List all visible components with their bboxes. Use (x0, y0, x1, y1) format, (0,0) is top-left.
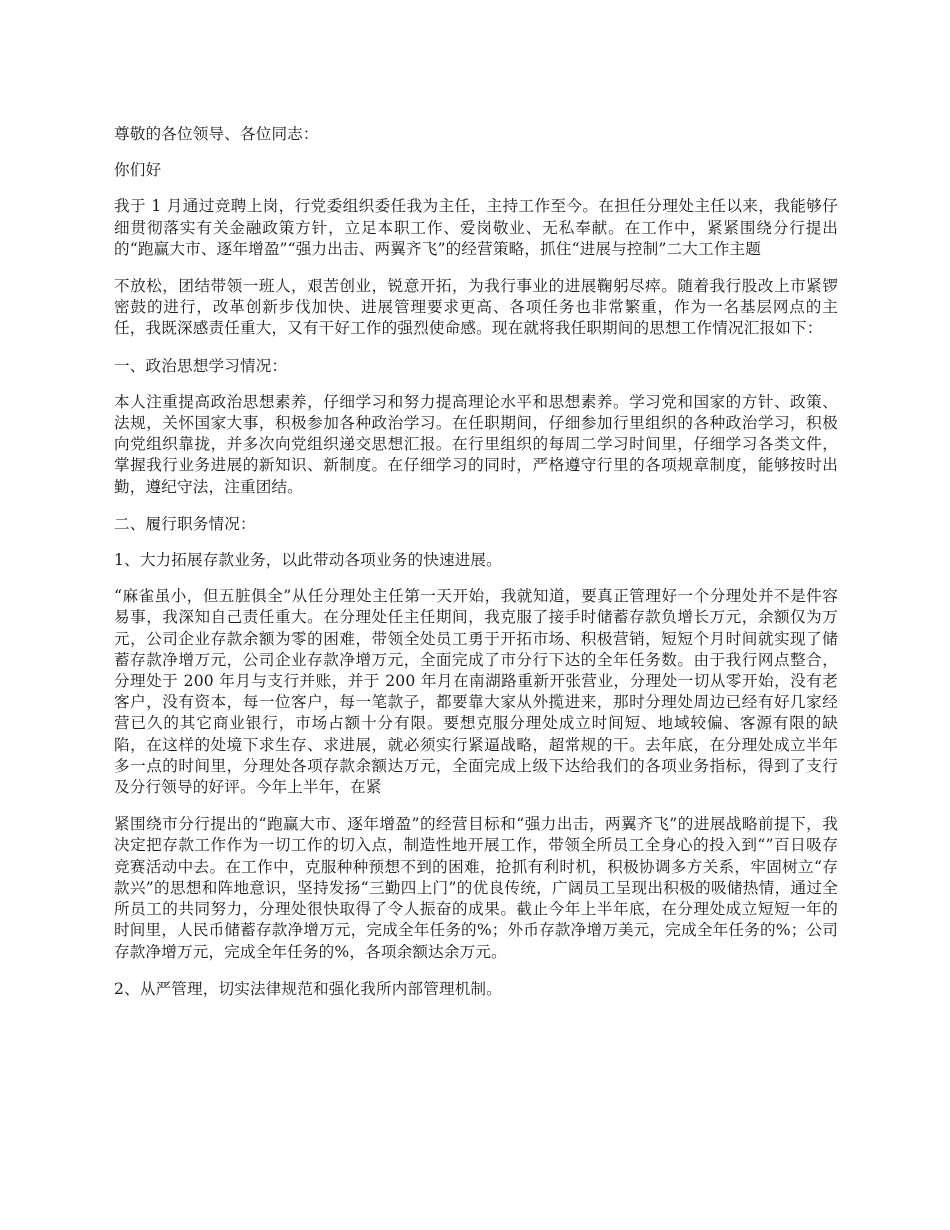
body-paragraph-deposit-results: 紧围绕市分行提出的“跑赢大市、逐年增盈”的经营目标和“强力出击，两翼齐飞”的进展战略前提下，我决定把存款工作作为一切工作的切入点，制造性地开展工作，带领全所员工全身心的投入到“”百日吸存竞赛活动中去。在工作中，克服种种预想不到的困难，抢抓有利时机，积极协调多方关系，牢固树立“存款兴”的思想和阵地意识，坚持发扬“三勤四上门”的优良传统，广阔员工呈现出积极的吸储热情，通过全所员工的共同努力，分理处很快取得了令人振奋的成果。截止今年上半年底，在分理处成立短短一年的时间里，人民币储蓄存款净增万元，完成全年任务的%；外币存款净增万美元，完成全年任务的%；公司存款净增万元，完成全年任务的%，各项余额达余万元。 (114, 815, 838, 961)
section-heading-political-study: 一、政治思想学习情况： (114, 356, 288, 375)
body-paragraph-intro: 我于 1 月通过竞聘上岗，行党委组织委任我为主任，主持工作至今。在担任分理处主任以来，我能够仔细贯彻落实有关金融政策方针，立足本职工作、爱岗敬业、无私奉献。在工作中，紧紧围绕分行提出的“跑赢大市、逐年增盈”“强力出击、两翼齐飞”的经营策略，抓住“进展与控制”二大工作主题 (114, 197, 838, 258)
body-paragraph-political-study: 本人注重提高政治思想素养，仔细学习和努力提高理论水平和思想素养。学习党和国家的方针、政策、法规，关怀国家大事，积极参加各种政治学习。在任职期间，仔细参加行里组织的各种政治学习，积极向党组织靠拢，并多次向党组织递交思想汇报。在行里组织的每周二学习时间里，仔细学习各类文件，掌握我行业务进展的新知识、新制度。在仔细学习的同时，严格遵守行里的各项规章制度，能够按时出勤，遵纪守法，注重团结。 (114, 392, 838, 496)
body-paragraph-deposit-history: “麻雀虽小，但五脏俱全”从任分理处主任第一天开始，我就知道，要真正管理好一个分理处并不是件容易事，我深知自己责任重大。在分理处任主任期间，我克服了接手时储蓄存款负增长万元，余额仅为万元，公司企业存款余额为零的困难，带领全处员工勇于开拓市场、积极营销，短短个月时间就实现了储蓄存款净增万元，公司企业存款净增万元，全面完成了市分行下达的全年任务数。由于我行网点整合，分理处于 200 年月与支行并账，并于 200 年月在南湖路重新开张营业，分理处一切从零开始，没有老客户，没有资本，每一位客户，每一笔款子，都要靠大家从外揽进来，那时分理处周边已经有好几家经营已久的其它商业银行，市场占额十分有限。要想克服分理处成立时间短、地域较偏、客源有限的缺陷，在这样的处境下求生存、求进展，就必须实行紧逼战略，超常规的干。去年底，在分理处成立半年多一点的时间里，分理处各项存款余额达万元，全面完成上级下达给我们的各项业务指标，得到了支行及分行领导的好评。今年上半年，在紧 (114, 587, 838, 797)
subheading-strict-management: 2、从严管理，切实法律规范和强化我所内部管理机制。 (114, 979, 502, 998)
salutation: 尊敬的各位领导、各位同志： (114, 125, 319, 143)
document-page (114, 124, 838, 1015)
greeting: 你们好 (114, 161, 162, 180)
body-paragraph-commitment: 不放松，团结带领一班人，艰苦创业，锐意开拓，为我行事业的进展鞠躬尽瘁。随着我行股改上市紧锣密鼓的进行，改革创新步伐加快、进展管理要求更高、各项任务也非常繁重，作为一名基层网点的主任，我既深感责任重大，又有干好工作的强烈使命感。现在就将我任职期间的思想工作情况汇报如下： (114, 277, 838, 338)
subheading-deposit-business: 1、大力拓展存款业务，以此带动各项业务的快速进展。 (114, 551, 502, 570)
section-heading-duties: 二、履行职务情况： (114, 514, 256, 533)
